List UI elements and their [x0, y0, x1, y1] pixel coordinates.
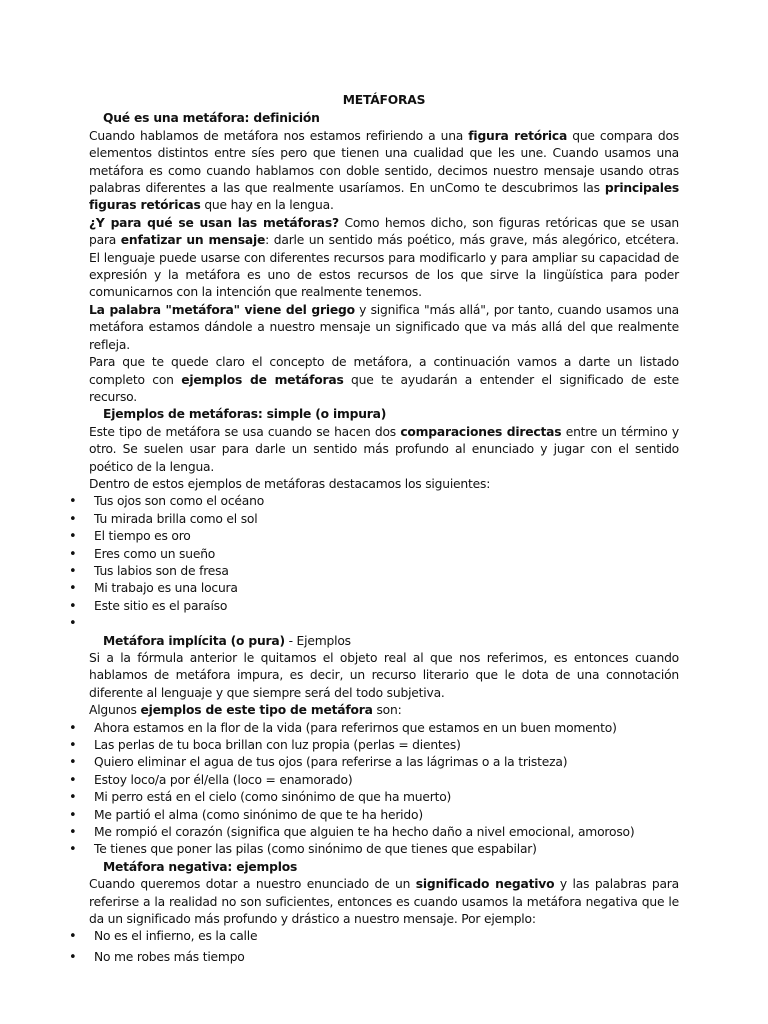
heading-tail: - Ejemplos [284, 633, 351, 648]
paragraph-implicit: Si a la fórmula anterior le quitamos el objeto real al que nos referimos, es entonces cuando hablamos de metáfora impura, es decir, un recurso literario que le dota de una connotación diferente al lenguaje y que siempre será del todo subjetiva. [89, 650, 679, 700]
list-item: • Tus labios son de fresa [89, 563, 679, 580]
paragraph-purpose [89, 215, 679, 302]
list-negative-examples [89, 928, 679, 966]
text-run: entre un término y otro. Se suelen usar para darle un sentido más profundo al enunciado y jugar con el sentido poético de la lengua. [89, 424, 679, 474]
text-run: Algunos [89, 703, 141, 718]
text-run: que compara dos elementos distintos entre síes pero que tienen una cualidad que les une. Cuando usamos una metáfora es como cuando hablamos con doble sentido, decimos nuestro mensaje usando otras palabras diferentes a las que realmente usaríamos. En unComo te descubrimos las [89, 128, 679, 196]
paragraph-negative [89, 876, 679, 928]
list-item: • Mi perro está en el cielo (como sinónimo de que ha muerto) [89, 789, 679, 806]
bold-text-run: ¿Y para qué se usan las metáforas? [89, 215, 339, 230]
list-item: • Este sitio es el paraíso [89, 598, 679, 615]
section-heading-negative: Metáfora negativa: ejemplos [103, 859, 298, 874]
list-item: • Las perlas de tu boca brillan con luz propia (perlas = dientes) [89, 737, 679, 754]
bold-text-run: ejemplos de este tipo de metáfora [140, 703, 373, 718]
list-implicit-examples [89, 720, 679, 859]
bold-text-run: comparaciones directas [400, 424, 562, 439]
section-heading-implicit [89, 633, 679, 650]
list-item: • Eres como un sueño [89, 546, 679, 563]
list-item: • Ahora estamos en la flor de la vida (para referirnos que estamos en un buen momento) [89, 720, 679, 737]
paragraph-etymology [89, 302, 679, 354]
paragraph-implicit-lead [89, 702, 679, 719]
bold-text-run: figura retórica [468, 128, 568, 143]
section-heading-simple: Ejemplos de metáforas: simple (o impura) [103, 407, 387, 422]
paragraph-intro-examples [89, 354, 679, 406]
bold-text-run: enfatizar un mensaje [120, 233, 266, 248]
list-item: • Te tienes que poner las pilas (como sinónimo de que tienes que espabilar) [89, 841, 679, 858]
text-run: Para que te quede claro el concepto de metáfora, a continuación vamos a darte un listado completo con [89, 355, 679, 387]
text-run: que hay en la lengua. [200, 198, 334, 213]
list-item: • Me rompió el corazón (significa que alguien te ha hecho daño a nivel emocional, amoroso) [89, 824, 679, 841]
bold-text-run: principales figuras retóricas [89, 181, 679, 213]
bold-text-run: ejemplos de metáforas [181, 372, 344, 387]
heading-bold-part: Metáfora implícita (o pura) [103, 633, 285, 648]
list-item: • El tiempo es oro [89, 528, 679, 545]
list-item-empty [89, 615, 679, 632]
list-item: • Me partió el alma (como sinónimo de que te ha herido) [89, 807, 679, 824]
text-run: : darle un sentido más poético, más grave, más alegórico, etcétera. El lenguaje puede usarse con diferentes recursos para modificarlo y para ampliar su capacidad de expresión y la metáfora es uno de estos recursos de los que sirve la lingüística para poder comunicarnos con la intención que realmente tenemos. [89, 233, 680, 300]
text-run: y significa "más allá", por tanto, cuando usamos una metáfora estamos dándole a nuestro mensaje un significado que va más allá del que realmente refleja. [89, 302, 680, 352]
list-item: • Mi trabajo es una locura [89, 580, 679, 597]
text-run: son: [372, 703, 402, 718]
text-run: que te ayudarán a entender el significado de este recurso. [89, 372, 679, 404]
bold-text-run: significado negativo [415, 877, 555, 892]
paragraph-simple-lead: Dentro de estos ejemplos de metáforas destacamos los siguientes: [89, 476, 491, 491]
text-run: Este tipo de metáfora se usa cuando se hacen dos [89, 424, 401, 439]
paragraph-simple [89, 424, 679, 476]
list-item: • Tu mirada brilla como el sol [89, 511, 679, 528]
text-run: Cuando hablamos de metáfora nos estamos refiriendo a una [89, 128, 469, 143]
list-simple-examples [89, 493, 679, 632]
text-run: Como hemos dicho, son figuras retóricas que se usan para [89, 215, 679, 248]
bold-text-run: La palabra "metáfora" viene del griego [89, 302, 355, 317]
text-run: y las palabras para referirse a la realidad no son suficientes, entonces es cuando usamos la metáfora negativa que le da un significado más profundo y drástico a nuestro mensaje. Por ejemplo: [89, 877, 679, 927]
section-heading-definition: Qué es una metáfora: definición [103, 111, 320, 126]
paragraph-definition [89, 128, 679, 215]
list-item: • No es el infierno, es la calle [89, 928, 679, 945]
text-run: Cuando queremos dotar a nuestro enunciado de un [89, 877, 416, 892]
list-item: • Estoy loco/a por él/ella (loco = enamorado) [89, 772, 679, 789]
list-item: • Tus ojos son como el océano [89, 493, 679, 510]
list-item: • Quiero eliminar el agua de tus ojos (para referirse a las lágrimas o a la tristeza) [89, 754, 679, 771]
document-title: METÁFORAS [342, 93, 426, 107]
list-item: • No me robes más tiempo [89, 949, 679, 966]
